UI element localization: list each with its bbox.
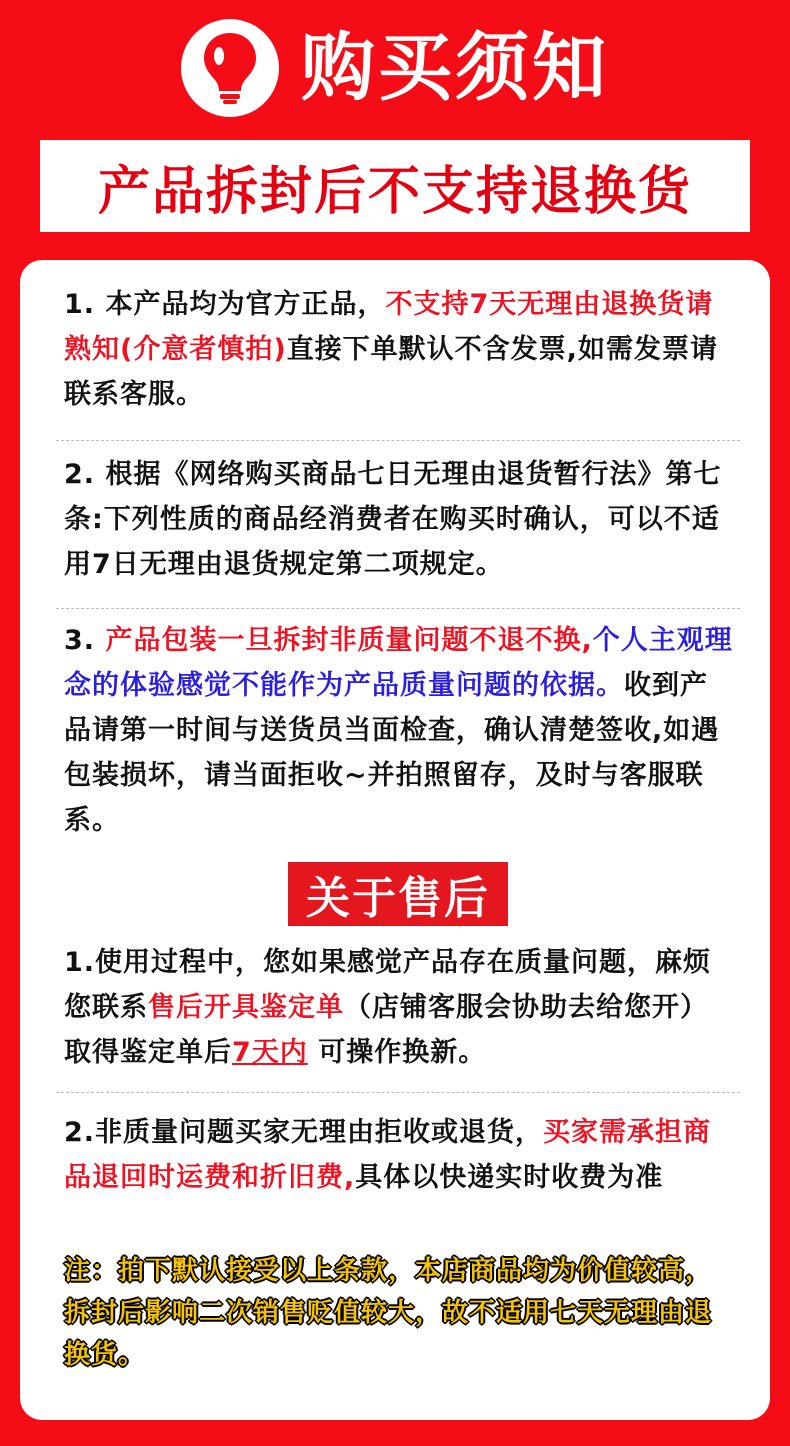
notice-item-3-red: 产品包装一旦拆封非质量问题不退不换,	[105, 625, 593, 656]
page-title: 购买须知	[301, 24, 609, 111]
notice-item-1-highlight: 不支持7天无理由退换货请熟知(介意者慎拍)	[64, 289, 714, 365]
after-sales-item-1-red: 售后开具鉴定单	[148, 992, 344, 1023]
lightbulb-icon	[181, 19, 279, 117]
footer-note: 注：拍下默认接受以上条款，本店商品均为价值较高，拆封后影响二次销售贬值较大，故不适用七天无理由退换货。	[64, 1256, 713, 1370]
notice-item-3-prefix: 3.	[64, 625, 106, 656]
notice-item-3	[64, 618, 734, 843]
content-card	[20, 260, 770, 1420]
notice-item-3-blue: 个人主观理念的体验感觉不能作为产品质量问题的依据。	[64, 625, 733, 701]
after-sales-item-1	[64, 940, 734, 1075]
after-sales-title: 关于售后	[288, 862, 508, 926]
after-sales-item-2-prefix: 2.非质量问题买家无理由拒收或退货，	[64, 1117, 544, 1148]
divider	[56, 1092, 740, 1093]
after-sales-item-2	[64, 1110, 734, 1200]
after-sales-item-1-prefix: 1.使用过程中，您如果感觉产品存在质量问题，麻烦您联系	[64, 947, 712, 1023]
after-sales-item-2-rest: 具体以快递实时收费为准	[355, 1162, 664, 1193]
after-sales-item-1-middle: （店铺客服会协助去给您开）取得鉴定单后	[64, 992, 708, 1068]
banner-text: 产品拆封后不支持退换货	[97, 161, 692, 222]
notice-item-2: 2. 根据《网络购买商品七日无理由退货暂行法》第七条:下列性质的商品经消费者在购买时确认，可以不适用7日无理由退货规定第二项规定。	[64, 459, 722, 580]
after-sales-item-2-red: 买家需承担商品退回时运费和折旧费,	[64, 1117, 712, 1193]
notice-item-1	[64, 282, 734, 417]
after-sales-item-1-suffix: 可操作换新。	[307, 1037, 487, 1068]
notice-banner	[40, 140, 750, 232]
notice-item-1-rest: 直接下单默认不含发票,如需发票请联系客服。	[64, 334, 718, 410]
notice-item-3-rest: 收到产品请第一时间与送货员当面检查，确认清楚签收,如遇包装损坏，请当面拒收~并拍照留存，及时与客服联系。	[64, 670, 720, 836]
divider	[56, 608, 740, 609]
after-sales-item-1-days: 7天内	[232, 1037, 308, 1068]
header	[0, 0, 790, 135]
notice-item-1-prefix: 1. 本产品均为官方正品，	[64, 289, 386, 320]
divider	[56, 440, 740, 441]
